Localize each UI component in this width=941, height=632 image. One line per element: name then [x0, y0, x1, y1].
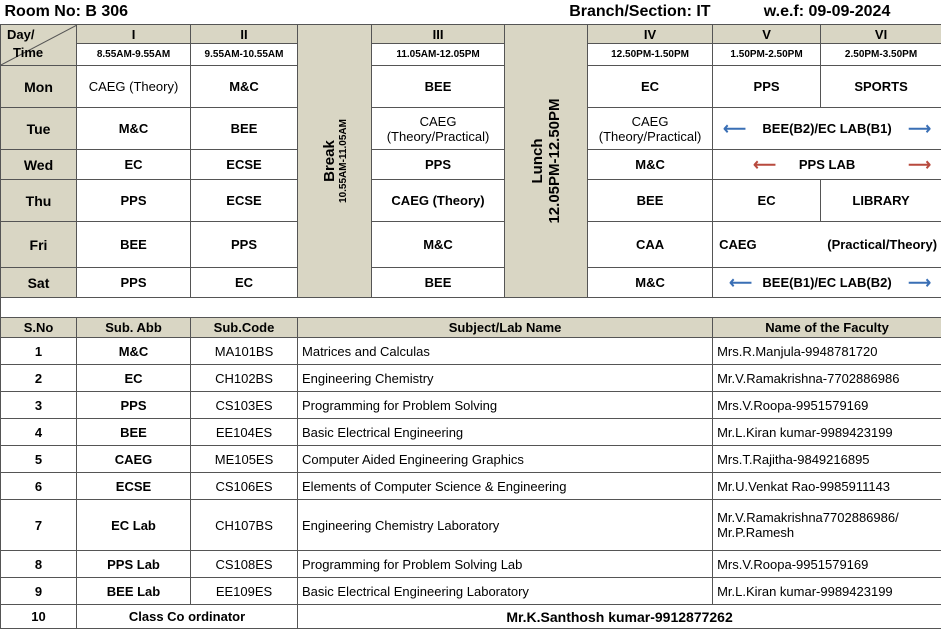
day-label: Sat — [1, 268, 77, 298]
branch-section: Branch/Section: IT — [298, 0, 713, 25]
faculty-cell: Mr.V.Ramakrishna-7702886986 — [713, 365, 941, 392]
room-number: Room No: B 306 — [1, 0, 298, 25]
day-label: Fri — [1, 222, 77, 268]
period-time: 11.05AM-12.05PM — [372, 44, 505, 66]
lab-label: BEE(B2)/EC LAB(B1) — [762, 121, 892, 136]
code-cell: CS108ES — [191, 551, 298, 578]
faculty-line: Mr.P.Ramesh — [717, 525, 795, 540]
table-row — [1, 338, 941, 365]
abb-cell: BEE — [77, 419, 191, 446]
period-cell: M&C — [77, 108, 191, 150]
abb-cell: ECSE — [77, 473, 191, 500]
period-cell: LIBRARY — [821, 180, 941, 222]
right-arrow-icon: ⟶ — [908, 156, 932, 174]
period-time: 12.50PM-1.50PM — [588, 44, 713, 66]
period-time: 2.50PM-3.50PM — [821, 44, 941, 66]
header-row — [1, 0, 941, 25]
corner-time-label: Time — [13, 45, 44, 60]
sno-cell: 8 — [1, 551, 77, 578]
lunch-time: 12.05PM-12.50PM — [546, 98, 564, 224]
sno-cell: 3 — [1, 392, 77, 419]
sno-cell: 6 — [1, 473, 77, 500]
day-row-thu — [1, 180, 941, 222]
subject-name-cell: Basic Electrical Engineering — [298, 419, 713, 446]
period-cell: BEE — [77, 222, 191, 268]
day-row-mon — [1, 66, 941, 108]
faculty-cell: Mr.U.Venkat Rao-9985911143 — [713, 473, 941, 500]
period-cell: PPS — [372, 150, 505, 180]
period-cell: CAEG (Theory) — [77, 66, 191, 108]
period-cell-line: (Theory/Practical) — [598, 128, 702, 144]
day-row-sat — [1, 268, 941, 298]
period-cell: ECSE — [191, 180, 298, 222]
subject-name-cell: Programming for Problem Solving — [298, 392, 713, 419]
faculty-cell: Mr.L.Kiran kumar-9989423199 — [713, 419, 941, 446]
left-arrow-icon: ⟵ — [729, 274, 752, 292]
lunch-label: Lunch — [529, 138, 547, 184]
sno-cell: 9 — [1, 578, 77, 605]
sno-cell: 7 — [1, 500, 77, 551]
period-number-row — [1, 25, 941, 44]
faculty-cell: Mrs.V.Roopa-9951579169 — [713, 392, 941, 419]
left-arrow-icon: ⟵ — [723, 120, 746, 138]
lunch-column — [505, 25, 588, 298]
right-arrow-icon: ⟶ — [908, 120, 932, 138]
sno-cell: 1 — [1, 338, 77, 365]
code-cell: CH102BS — [191, 365, 298, 392]
period-cell — [588, 108, 713, 150]
period-cell: EC — [191, 268, 298, 298]
day-label: Mon — [1, 66, 77, 108]
day-row-wed — [1, 150, 941, 180]
faculty-line: Mr.V.Ramakrishna7702886986/ — [717, 510, 899, 525]
day-label: Tue — [1, 108, 77, 150]
col-header-name: Subject/Lab Name — [298, 318, 713, 338]
coordinator-name: Mr.K.Santhosh kumar-9912877262 — [298, 605, 941, 629]
period-time: 8.55AM-9.55AM — [77, 44, 191, 66]
period-cell-line: CAEG — [719, 237, 757, 252]
code-cell: EE109ES — [191, 578, 298, 605]
period-cell: EC — [77, 150, 191, 180]
subject-name-cell: Programming for Problem Solving Lab — [298, 551, 713, 578]
faculty-cell: Mrs.T.Rajitha-9849216895 — [713, 446, 941, 473]
left-arrow-icon: ⟵ — [753, 156, 776, 174]
day-row-tue — [1, 108, 941, 150]
period-cell: EC — [713, 180, 821, 222]
period-cell: BEE — [372, 66, 505, 108]
table-row — [1, 551, 941, 578]
faculty-cell: Mr.L.Kiran kumar-9989423199 — [713, 578, 941, 605]
break-column — [298, 25, 372, 298]
period-number: III — [372, 25, 505, 44]
abb-cell: BEE Lab — [77, 578, 191, 605]
abb-cell: M&C — [77, 338, 191, 365]
col-header-abb: Sub. Abb — [77, 318, 191, 338]
day-label: Wed — [1, 150, 77, 180]
lab-merged-cell — [713, 268, 941, 298]
period-cell-line: CAEG — [631, 113, 669, 129]
table-row — [1, 365, 941, 392]
lab-label: BEE(B1)/EC LAB(B2) — [762, 275, 892, 290]
code-cell: CH107BS — [191, 500, 298, 551]
break-time: 10.55AM-11.05AM — [337, 119, 349, 203]
period-cell: BEE — [191, 108, 298, 150]
period-cell: SPORTS — [821, 66, 941, 108]
spacer-row — [1, 298, 941, 318]
faculty-cell — [713, 500, 941, 551]
coordinator-label: Class Co ordinator — [77, 605, 298, 629]
period-cell: CAEG (Theory) — [372, 180, 505, 222]
abb-cell: EC — [77, 365, 191, 392]
col-header-sno: S.No — [1, 318, 77, 338]
lab-merged-cell — [713, 150, 941, 180]
subject-name-cell: Engineering Chemistry — [298, 365, 713, 392]
abb-cell: EC Lab — [77, 500, 191, 551]
col-header-code: Sub.Code — [191, 318, 298, 338]
table-row — [1, 473, 941, 500]
table-row — [1, 500, 941, 551]
period-time-row — [1, 44, 941, 66]
period-cell: ECSE — [191, 150, 298, 180]
lab-merged-cell — [713, 108, 941, 150]
subject-name-cell: Computer Aided Engineering Graphics — [298, 446, 713, 473]
faculty-cell: Mrs.R.Manjula-9948781720 — [713, 338, 941, 365]
period-number: VI — [821, 25, 941, 44]
period-cell-line: (Theory/Practical) — [386, 128, 490, 144]
period-number: II — [191, 25, 298, 44]
sno-cell: 2 — [1, 365, 77, 392]
subjects-header-row — [1, 318, 941, 338]
effective-date: w.e.f: 09-09-2024 — [713, 0, 941, 25]
spacer-cell — [1, 298, 941, 318]
subject-name-cell: Matrices and Calculas — [298, 338, 713, 365]
period-cell: M&C — [191, 66, 298, 108]
day-label: Thu — [1, 180, 77, 222]
right-arrow-icon: ⟶ — [908, 274, 932, 292]
code-cell: EE104ES — [191, 419, 298, 446]
table-row — [1, 446, 941, 473]
day-time-corner — [1, 25, 77, 66]
lab-label: PPS LAB — [798, 157, 856, 172]
day-row-fri — [1, 222, 941, 268]
period-cell: BEE — [588, 180, 713, 222]
abb-cell: PPS Lab — [77, 551, 191, 578]
period-cell: PPS — [713, 66, 821, 108]
table-row — [1, 392, 941, 419]
period-cell-line: CAEG — [419, 113, 457, 129]
period-time: 9.55AM-10.55AM — [191, 44, 298, 66]
subject-name-cell: Elements of Computer Science & Engineering — [298, 473, 713, 500]
period-cell: CAA — [588, 222, 713, 268]
break-label: Break — [320, 140, 338, 182]
abb-cell: CAEG — [77, 446, 191, 473]
coordinator-row — [1, 605, 941, 629]
sno-cell: 10 — [1, 605, 77, 629]
sno-cell: 4 — [1, 419, 77, 446]
table-row — [1, 578, 941, 605]
abb-cell: PPS — [77, 392, 191, 419]
subject-name-cell: Basic Electrical Engineering Laboratory — [298, 578, 713, 605]
period-cell: PPS — [77, 180, 191, 222]
period-number: IV — [588, 25, 713, 44]
period-number: I — [77, 25, 191, 44]
period-time: 1.50PM-2.50PM — [713, 44, 821, 66]
period-cell — [372, 108, 505, 150]
code-cell: ME105ES — [191, 446, 298, 473]
period-cell: PPS — [77, 268, 191, 298]
lab-merged-cell — [713, 222, 941, 268]
period-cell: M&C — [588, 150, 713, 180]
faculty-cell: Mrs.V.Roopa-9951579169 — [713, 551, 941, 578]
code-cell: CS106ES — [191, 473, 298, 500]
period-cell-line: (Practical/Theory) — [827, 237, 938, 252]
subject-name-cell: Engineering Chemistry Laboratory — [298, 500, 713, 551]
code-cell: MA101BS — [191, 338, 298, 365]
period-cell: M&C — [588, 268, 713, 298]
sno-cell: 5 — [1, 446, 77, 473]
period-cell: BEE — [372, 268, 505, 298]
table-row — [1, 419, 941, 446]
period-cell: M&C — [372, 222, 505, 268]
corner-day-label: Day/ — [7, 27, 35, 42]
period-cell: PPS — [191, 222, 298, 268]
period-cell: EC — [588, 66, 713, 108]
period-number: V — [713, 25, 821, 44]
col-header-faculty: Name of the Faculty — [713, 318, 941, 338]
code-cell: CS103ES — [191, 392, 298, 419]
